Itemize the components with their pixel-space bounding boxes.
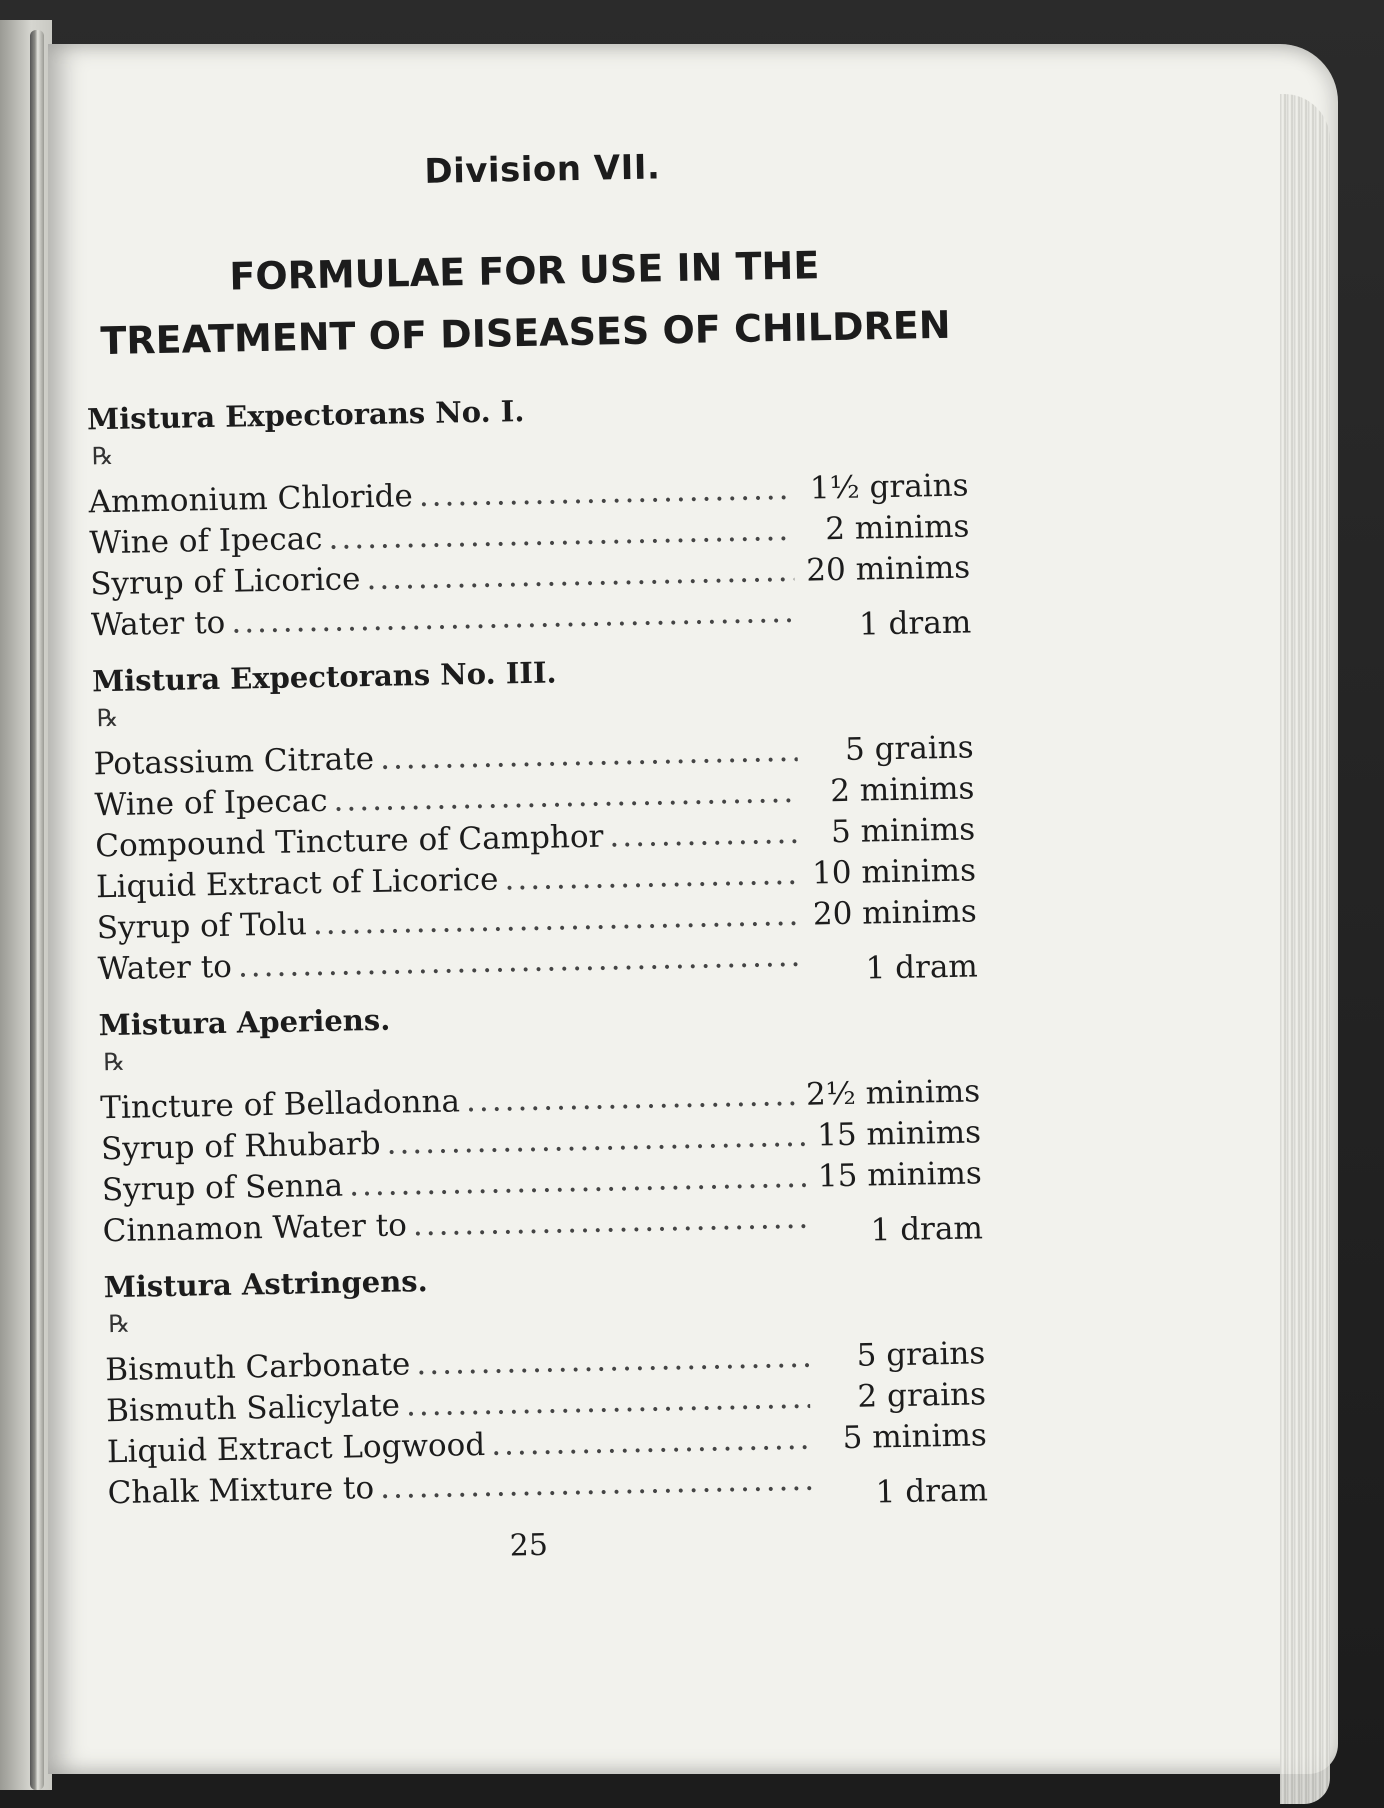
rx-symbol: ℞ [91,441,114,471]
ingredient-name: Cinnamon Water to [102,1207,408,1250]
ingredient-dose: 1 dram [875,1472,989,1511]
ingredient-dose: 1 dram [870,1210,984,1249]
ingredient-dose: 1 dram [858,604,972,643]
formula-section [103,1253,988,1514]
rx-symbol: ℞ [96,703,119,733]
formula-heading: Mistura Expectorans No. III. [91,655,557,699]
page-content [82,142,989,1572]
ingredient-name: Syrup of Licorice [89,561,361,603]
ingredient-dose: 2 minims [824,508,970,548]
ingredient-name: Potassium Citrate [93,740,375,783]
formula-sections [87,386,988,1515]
ingredient-dose: 15 minims [816,1114,982,1154]
ingredient-dose: 10 minims [811,852,977,892]
division-heading: Division VII. [424,147,661,192]
ingredient-dose: 20 minims [812,893,978,933]
page-number: 25 [509,1527,549,1564]
ingredient-name: Tincture of Belladonna [99,1083,461,1127]
page-title [84,232,966,373]
dot-leader [491,1419,811,1466]
ingredient-dose: 20 minims [805,549,971,589]
page-edge-stack [1280,94,1330,1804]
dot-leader [418,469,793,517]
title-line-1: FORMULAE FOR USE IN THE [228,243,820,299]
ingredient-name: Bismuth Salicylate [105,1387,401,1430]
formula-heading: Mistura Expectorans No. I. [86,394,525,437]
ingredient-name: Bismuth Carbonate [105,1346,411,1389]
ingredient-name: Water to [90,604,226,644]
ingredient-dose: 1½ grains [809,467,969,507]
formula-section [92,647,978,990]
book-binding [30,30,44,1790]
ingredient-name: Water to [97,948,233,988]
formula-section [87,386,972,647]
dot-leader [504,854,800,901]
ingredient-name: Syrup of Tolu [96,906,308,947]
ingredient-dose: 5 grains [844,729,974,768]
dot-leader [609,813,800,858]
ingredient-name: Ammonium Chloride [88,478,414,521]
ingredient-dose: 5 minims [830,811,976,851]
ingredient-dose: 1 dram [865,948,979,987]
ingredient-dose: 5 minims [842,1417,988,1457]
ingredient-name: Syrup of Senna [101,1167,344,1209]
ingredient-dose: 2 grains [857,1376,987,1415]
title-line-2: TREATMENT OF DISEASES OF CHILDREN [100,302,951,364]
dot-leader [412,1198,807,1247]
ingredient-dose: 5 grains [856,1335,986,1374]
formula-heading: Mistura Aperiens. [98,1002,391,1043]
rx-symbol: ℞ [108,1309,131,1339]
ingredient-name: Wine of Ipecac [94,782,328,824]
formula-section [98,991,983,1252]
ingredient-dose: 15 minims [817,1155,983,1195]
dot-leader [380,1460,812,1509]
left-page-edge [0,20,52,1790]
rx-symbol: ℞ [103,1047,126,1077]
ingredient-name: Wine of Ipecac [89,520,323,562]
ingredient-dose: 2 minims [829,770,975,810]
formula-heading: Mistura Astringens. [103,1264,428,1305]
ingredient-dose: 2½ minims [805,1073,981,1113]
ingredient-name: Chalk Mixture to [107,1470,375,1512]
ingredient-name: Syrup of Rhubarb [100,1125,381,1168]
ingredient-name: Liquid Extract of Licorice [95,861,499,906]
ingredient-name: Liquid Extract Logwood [106,1426,486,1471]
ingredient-name: Compound Tincture of Camphor [94,818,604,865]
dot-leader [466,1075,801,1122]
